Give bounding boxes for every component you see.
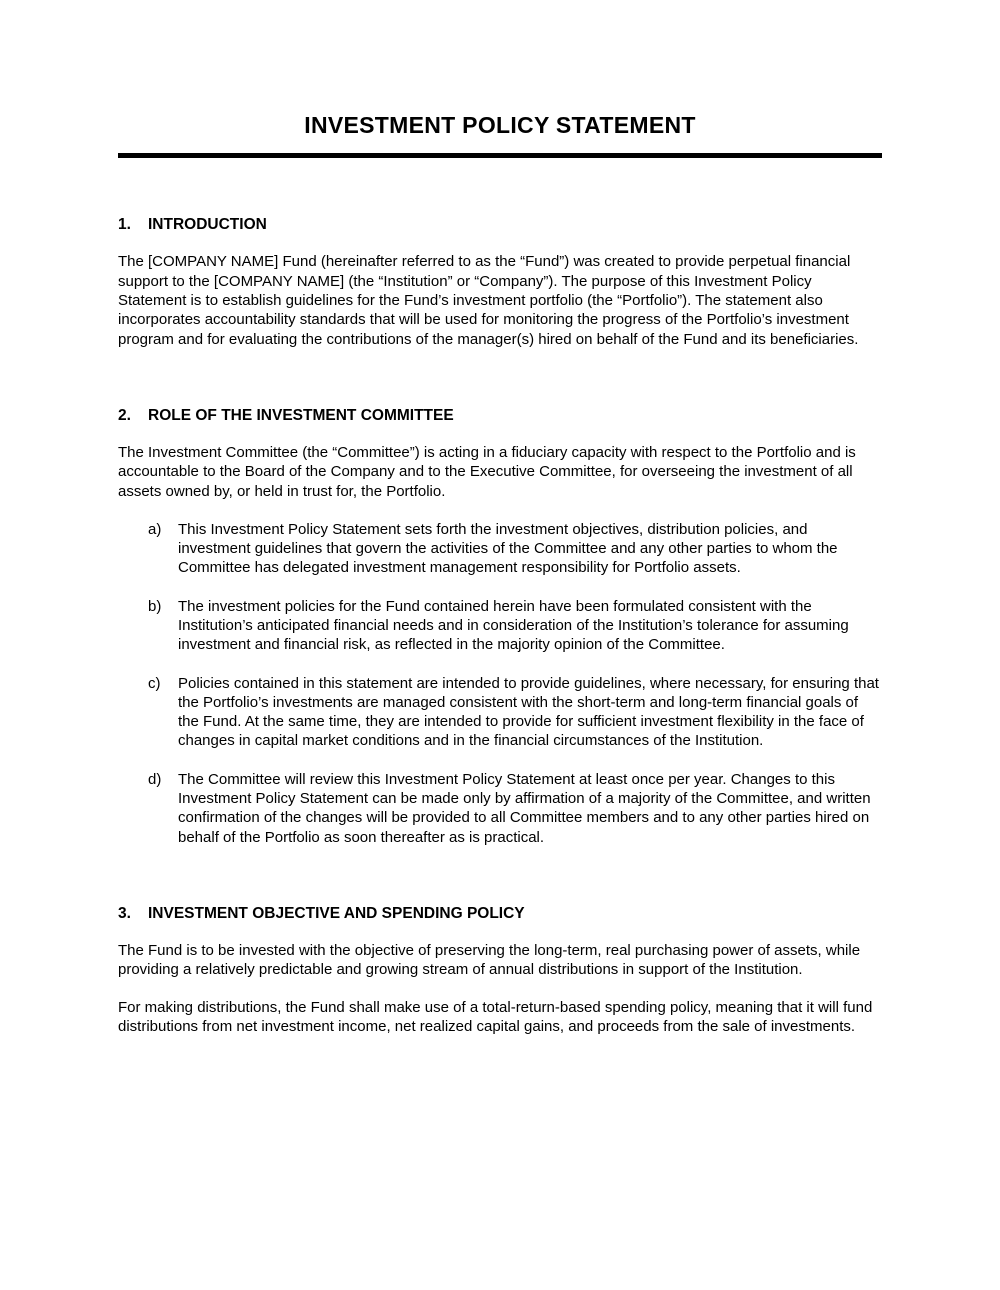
list-item: [148, 597, 882, 655]
list-item-marker: d): [148, 770, 162, 788]
list-item: [148, 674, 882, 751]
section-heading: [118, 215, 882, 234]
list-item-marker: b): [148, 597, 162, 615]
list-item-text: This Investment Policy Statement sets forth the investment objectives, distribution policies, and investment guidelines that govern the activities of the Committee and any other parties to whom the Committee has delegated investment management responsibility for Portfolio assets.: [178, 520, 838, 577]
list-item-text: Policies contained in this statement are intended to provide guidelines, where necessary, for ensuring that the Portfolio’s investments are managed consistent with the short-term and long-term financial goals of the Fund. At the same time, they are intended to provide for sufficient investment flexibility in the face of changes in capital market conditions and in the financial circumstances of the Institution.: [178, 674, 879, 750]
paragraph: For making distributions, the Fund shall make use of a total-return-based spending policy, meaning that it will fund distributions from net investment income, net realized capital gains, and proceeds from the sale of investments.: [118, 998, 873, 1035]
document-title: INVESTMENT POLICY STATEMENT: [304, 112, 696, 138]
list-item-text: The investment policies for the Fund contained herein have been formulated consistent with the Institution’s anticipated financial needs and in consideration of the Institution’s tolerance for assuming investment and financial risk, as reflected in the majority opinion of the Committee.: [178, 597, 849, 654]
paragraph: The Investment Committee (the “Committee”) is acting in a fiduciary capacity with respect to the Portfolio and is accountable to the Board of the Company and to the Executive Committee, for overseeing the investment of all assets owned by, or held in trust for, the Portfolio.: [118, 443, 856, 500]
section-heading-text: INVESTMENT OBJECTIVE AND SPENDING POLICY: [148, 904, 525, 922]
section-introduction: [118, 215, 882, 348]
paragraph: The Fund is to be invested with the objective of preserving the long-term, real purchasing power of assets, while providing a relatively predictable and growing stream of annual distributions in support of the Institution.: [118, 941, 861, 979]
section-heading: [118, 406, 882, 425]
paragraph: The [COMPANY NAME] Fund (hereinafter referred to as the “Fund”) was created to provide perpetual financial support to the [COMPANY NAME] (the “Institution” or “Company”). The purpose of this Investment Policy Statement is to establish guidelines for the Fund’s investment portfolio (the “Portfolio”). The statement also incorporates accountability standards that will be used for monitoring the progress of the Portfolio’s investment program and for evaluating the contributions of the manager(s) hired on behalf of the Fund and its beneficiaries.: [118, 253, 859, 348]
section-number: 3.: [118, 904, 131, 922]
section-number: 1.: [118, 216, 131, 234]
list-item: [148, 770, 882, 847]
list-item-marker: c): [148, 674, 161, 692]
list-item-text: The Committee will review this Investment Policy Statement at least once per year. Changes to this Investment Policy Statement can be made only by affirmation of a majority of the Committee, and written confirmation of the changes will be provided to all Committee members and to any other parties hired on behalf of the Portfolio as soon thereafter as is practical.: [178, 770, 871, 846]
title-rule: [118, 153, 882, 158]
list-item-marker: a): [148, 520, 162, 538]
section-investment-objective-and-spending-policy: [118, 904, 882, 1036]
section-heading-text: ROLE OF THE INVESTMENT COMMITTEE: [148, 406, 454, 424]
section-role-of-investment-committee: [118, 406, 882, 847]
section-heading: [118, 904, 882, 923]
section-number: 2.: [118, 406, 131, 424]
section-heading-text: INTRODUCTION: [148, 216, 267, 234]
list-item: [148, 520, 882, 578]
